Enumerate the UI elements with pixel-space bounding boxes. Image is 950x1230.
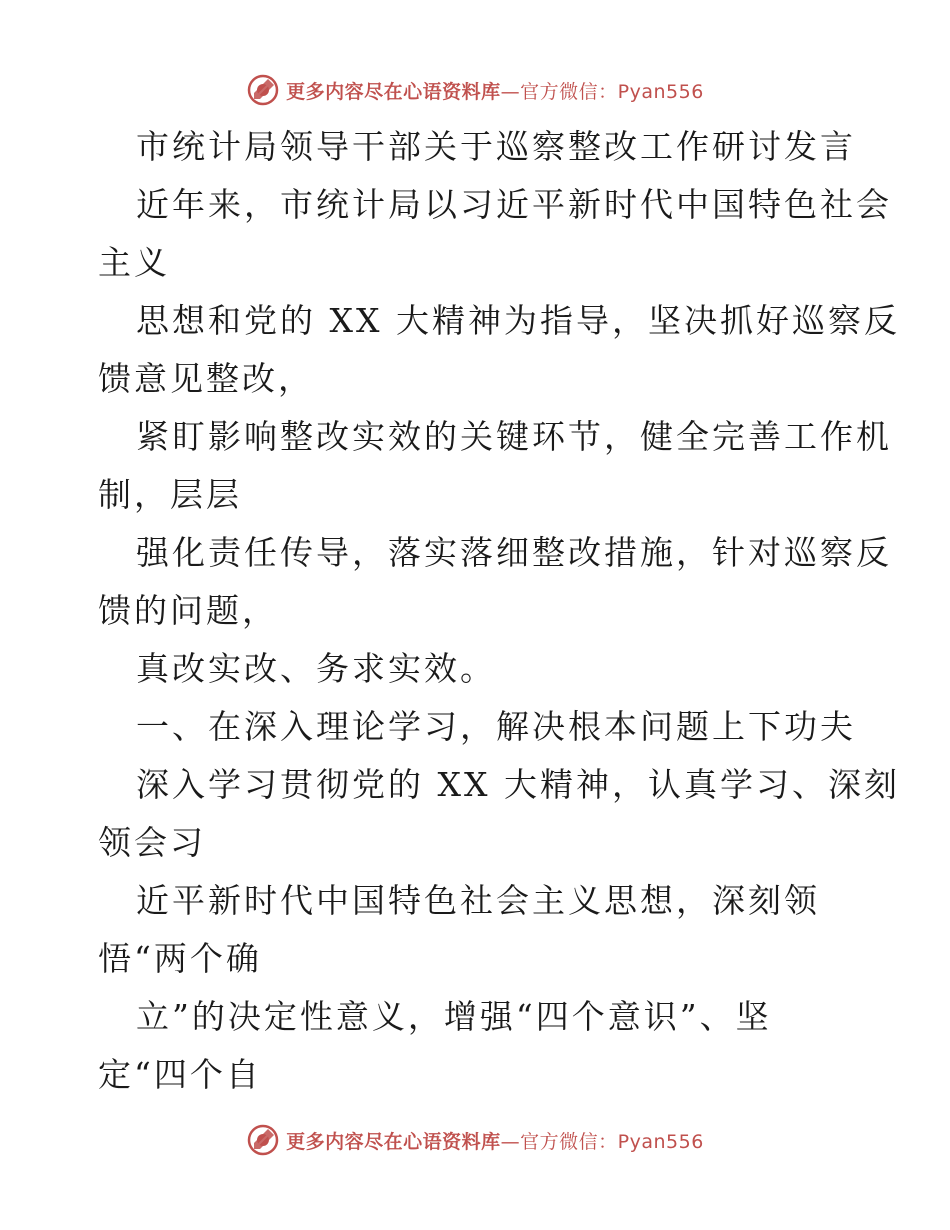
document-line: 强化责任传导，落实落细整改措施，针对巡察反 [136, 533, 892, 572]
footer-banner-main: 更多内容尽在心语资料库 [286, 1130, 501, 1153]
footer-banner [0, 1120, 950, 1160]
header-banner-sep: — [500, 80, 521, 103]
document-line: 悟“两个确 [98, 939, 262, 978]
footer-banner-inner [246, 1123, 704, 1157]
header-banner [0, 70, 950, 110]
document-line: 市统计局领导干部关于巡察整改工作研讨发言 [136, 127, 856, 166]
header-banner-main: 更多内容尽在心语资料库 [286, 80, 501, 103]
header-banner-side: 官方微信：Pyan556 [520, 80, 704, 103]
document-line: 真改实改、务求实效。 [136, 649, 496, 688]
document-line: 馈意见整改， [98, 359, 314, 398]
document-line: 思想和党的 XX 大精神为指导，坚决抓好巡察反 [136, 301, 900, 340]
footer-banner-text [286, 1127, 704, 1154]
document-line: 立”的决定性意义，增强“四个意识”、坚 [136, 997, 772, 1036]
document-line: 深入学习贯彻党的 XX 大精神，认真学习、深刻 [136, 765, 900, 804]
footer-banner-sep: — [500, 1130, 521, 1153]
document-line: 近平新时代中国特色社会主义思想，深刻领 [136, 881, 820, 920]
document-line: 定“四个自 [98, 1055, 262, 1094]
header-banner-text [286, 77, 704, 104]
header-banner-inner [246, 73, 704, 107]
document-line: 领会习 [98, 823, 206, 862]
document-body [98, 118, 900, 1104]
document-line: 主义 [98, 243, 170, 282]
document-line: 一、在深入理论学习，解决根本问题上下功夫 [136, 707, 856, 746]
footer-banner-side: 官方微信：Pyan556 [520, 1130, 704, 1153]
pen-circle-logo-icon [246, 1123, 280, 1157]
pen-circle-logo-icon [246, 73, 280, 107]
document-line: 近年来，市统计局以习近平新时代中国特色社会 [136, 185, 892, 224]
document-line: 制，层层 [98, 475, 242, 514]
document-line: 紧盯影响整改实效的关键环节，健全完善工作机 [136, 417, 892, 456]
document-line: 馈的问题， [98, 591, 278, 630]
